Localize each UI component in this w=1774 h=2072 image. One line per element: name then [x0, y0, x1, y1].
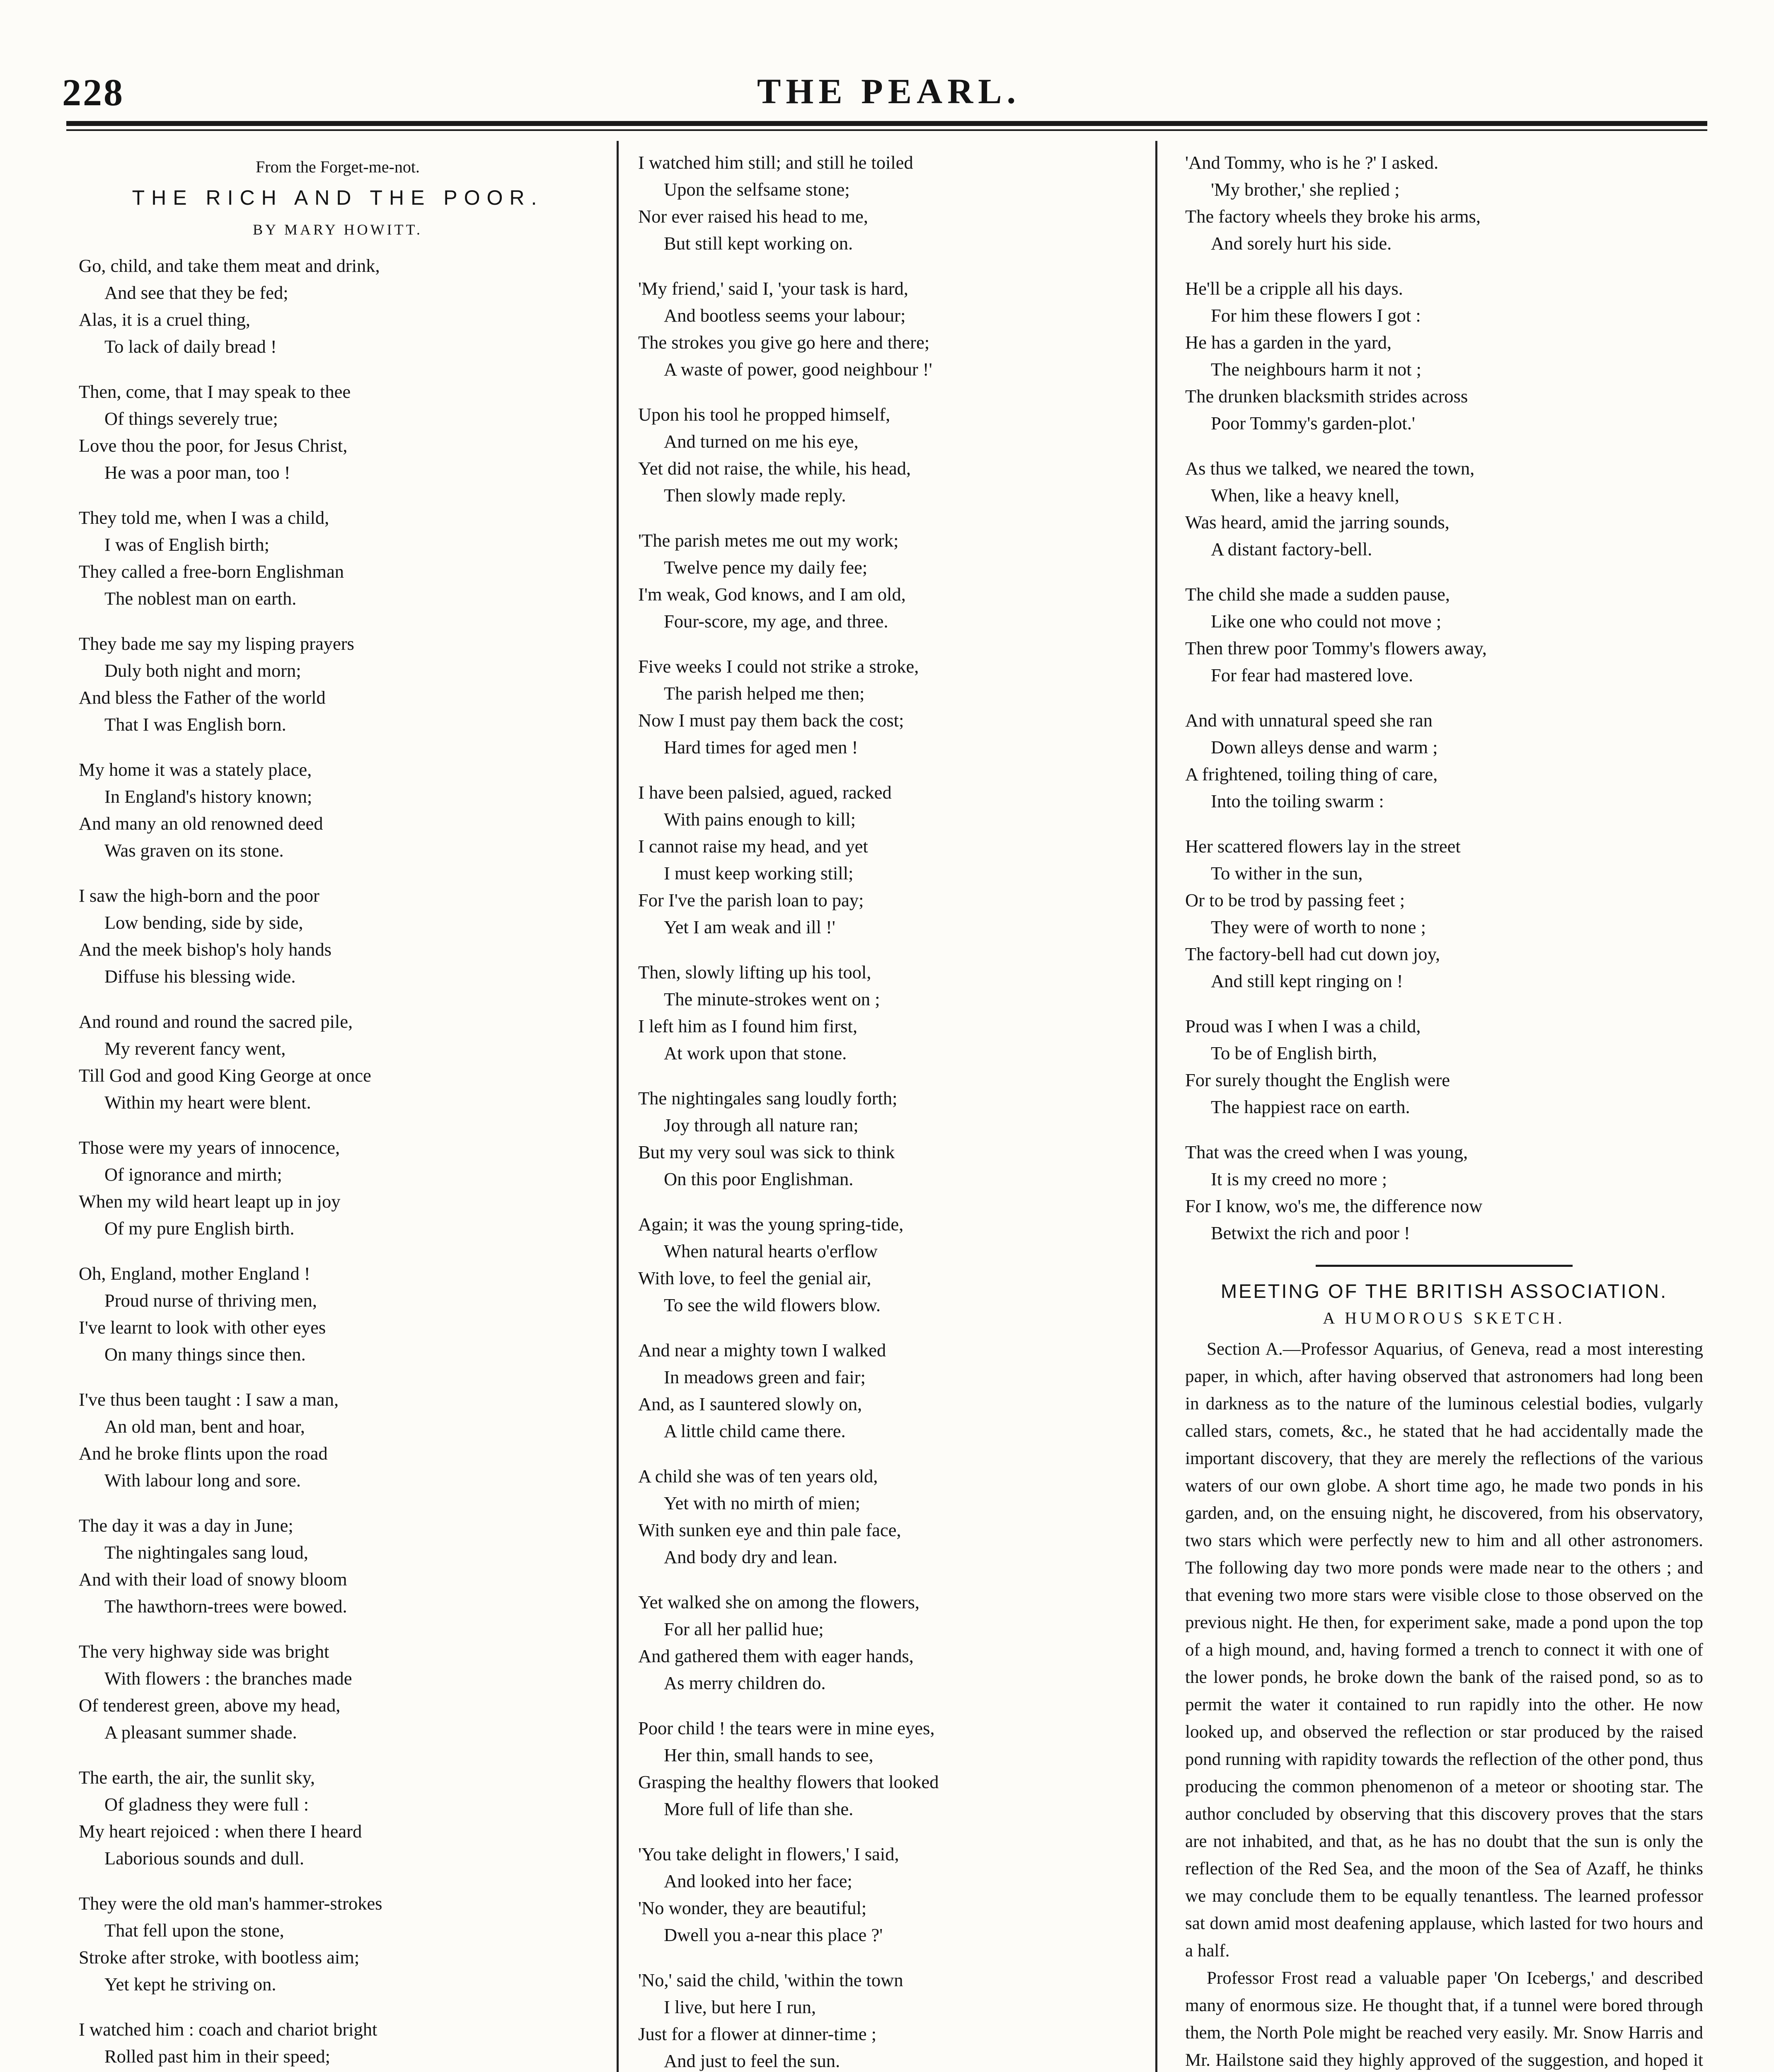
stanza: [638, 149, 1135, 257]
poem-line: The strokes you give go here and there;: [638, 332, 930, 353]
poem-line: Yet kept he striving on.: [104, 1974, 276, 1995]
poem-line: And sorely hurt his side.: [1211, 233, 1392, 254]
poem-line: And gathered them with eager hands,: [638, 1646, 914, 1666]
poem-line: That was the creed when I was young,: [1185, 1142, 1468, 1162]
poem-line: I left him as I found him first,: [638, 1016, 857, 1036]
stanza: [79, 756, 597, 864]
stanza: [79, 252, 597, 360]
poem-line: A frightened, toiling thing of care,: [1185, 764, 1438, 784]
stanza: [638, 1589, 1135, 1697]
poem-line: The happiest race on earth.: [1211, 1097, 1410, 1117]
poem-line: The noblest man on earth.: [104, 588, 297, 609]
poem-line: Duly both night and morn;: [104, 660, 301, 681]
poem-line: Stroke after stroke, with bootless aim;: [79, 1947, 360, 1968]
stanza: [1185, 1139, 1703, 1247]
poem-line: The drunken blacksmith strides across: [1185, 386, 1468, 407]
poem-line: With labour long and sore.: [104, 1470, 301, 1491]
poem-line: And with unnatural speed she ran: [1185, 710, 1433, 731]
stanza: [79, 378, 597, 486]
poem-line: I was of English birth;: [104, 534, 269, 555]
poem-line: Down alleys dense and warm ;: [1211, 737, 1438, 758]
poem-line: And near a mighty town I walked: [638, 1340, 886, 1360]
poem-line: And still kept ringing on !: [1211, 971, 1403, 991]
poem-line: Again; it was the young spring-tide,: [638, 1214, 904, 1234]
stanza: [1185, 833, 1703, 995]
poem-line: I cannot raise my head, and yet: [638, 836, 868, 857]
poem-line: To wither in the sun,: [1211, 863, 1363, 884]
poem-line: Alas, it is a cruel thing,: [79, 309, 251, 330]
poem-line: Of tenderest green, above my head,: [79, 1695, 341, 1716]
poem-line: Poor child ! the tears were in mine eyes,: [638, 1718, 935, 1738]
poem-line: The day it was a day in June;: [79, 1515, 293, 1536]
header-rule-thin: [66, 129, 1707, 131]
poem-line: On this poor Englishman.: [664, 1169, 854, 1189]
poem-line: In meadows green and fair;: [664, 1367, 866, 1387]
poem-line: Of gladness they were full :: [104, 1794, 309, 1815]
poem-line: My home it was a stately place,: [79, 759, 312, 780]
stanza: [79, 1890, 597, 1998]
poem-line: Low bending, side by side,: [104, 912, 303, 933]
poem-line: Oh, England, mother England !: [79, 1263, 310, 1284]
stanza: [1185, 275, 1703, 437]
stanza: [79, 1638, 597, 1746]
stanza: [638, 275, 1135, 383]
poem-line: Of ignorance and mirth;: [104, 1164, 282, 1185]
poem-line: Like one who could not move ;: [1211, 611, 1442, 632]
poem-line: And the meek bishop's holy hands: [79, 939, 332, 960]
column-1: [79, 149, 597, 2072]
poem-line: The minute-strokes went on ;: [664, 989, 880, 1009]
poem-line: As merry children do.: [664, 1673, 826, 1693]
poem-line: Betwixt the rich and poor !: [1211, 1222, 1410, 1243]
stanza: [638, 1463, 1135, 1571]
page-number: 228: [62, 71, 124, 114]
poem-line: Just for a flower at dinner-time ;: [638, 2024, 876, 2044]
stanza: [1185, 1013, 1703, 1121]
column-divider: [1155, 141, 1157, 2072]
poem-line: And with their load of snowy bloom: [79, 1569, 347, 1590]
poem-line: [79, 2070, 597, 2072]
poem-line: That fell upon the stone,: [104, 1920, 284, 1941]
poem-line: Into the toiling swarm :: [1211, 791, 1384, 811]
poem-line: Five weeks I could not strike a stroke,: [638, 656, 919, 677]
poem-line: I have been palsied, agued, racked: [638, 782, 892, 803]
poem-line: Yet with no mirth of mien;: [664, 1493, 860, 1513]
poem-line: The nightingales sang loud,: [104, 1542, 308, 1563]
poem-line: The earth, the air, the sunlit sky,: [79, 1767, 315, 1788]
poem-line: Till God and good King George at once: [79, 1065, 371, 1086]
poem-line: My reverent fancy went,: [104, 1038, 286, 1059]
poem-line: And bootless seems your labour;: [664, 305, 906, 326]
article-rule: [1316, 1265, 1573, 1267]
poem-line: Then slowly made reply.: [664, 485, 846, 506]
poem-line: Then, slowly lifting up his tool,: [638, 962, 871, 983]
poem-line: Dwell you a-near this place ?': [664, 1924, 883, 1945]
poem-line: To be of English birth,: [1211, 1043, 1377, 1063]
poem-line: Love thou the poor, for Jesus Christ,: [79, 435, 348, 456]
poem-line: It is my creed no more ;: [1211, 1169, 1387, 1189]
poem-line: Yet walked she on among the flowers,: [638, 1592, 920, 1612]
poem-line: He has a garden in the yard,: [1185, 332, 1392, 353]
poem-line: Twelve pence my daily fee;: [664, 557, 868, 578]
poem-line: Those were my years of innocence,: [79, 1137, 340, 1158]
poem-line: A child she was of ten years old,: [638, 1466, 878, 1486]
poem-line: With sunken eye and thin pale face,: [638, 1520, 901, 1540]
poem-line: Of things severely true;: [104, 408, 278, 429]
poem-line: And just to feel the sun.: [664, 2050, 840, 2071]
poem-line: 'The parish metes me out my work;: [638, 530, 899, 551]
article-title: MEETING OF THE BRITISH ASSOCIATION.: [1220, 1280, 1668, 1302]
stanza: [638, 959, 1135, 1067]
poem-line: For all her pallid hue;: [664, 1619, 824, 1639]
poem-line: Poor Tommy's garden-plot.': [1211, 413, 1415, 433]
poem-line: For I've the parish loan to pay;: [638, 890, 864, 910]
poem-line: For him these flowers I got :: [1211, 305, 1421, 326]
stanza: [638, 401, 1135, 509]
poem-line: They told me, when I was a child,: [79, 507, 329, 528]
poem-line: Laborious sounds and dull.: [104, 1848, 305, 1869]
poem-line: At work upon that stone.: [664, 1043, 847, 1063]
poem-line: Rolled past him in their speed;: [104, 2046, 331, 2067]
article-body: [1185, 1336, 1703, 2072]
stanza: [1185, 707, 1703, 815]
poem-line: The hawthorn-trees were bowed.: [104, 1596, 347, 1617]
poem-line: When my wild heart leapt up in joy: [79, 1191, 341, 1212]
poem-line: Upon the selfsame stone;: [664, 179, 850, 200]
poem-line: The very highway side was bright: [79, 1641, 329, 1662]
article-paragraph: Professor Frost read a valuable paper 'On Icebergs,' and described many of enormous size. He thought that, if a tunnel were bored through them, the North Pole might be reached very easily. Mr. Snow Harris and Mr. Hailstone said they highly approved of the suggestion, and hoped it: [1185, 1968, 1703, 2070]
poem-body: [1185, 149, 1703, 1247]
poem-line: I live, but here I run,: [664, 1997, 816, 2017]
stanza: [638, 1085, 1135, 1193]
poem-line: I've thus been taught : I saw a man,: [79, 1389, 339, 1410]
poem-line: The factory wheels they broke his arms,: [1185, 206, 1481, 227]
poem-line: In England's history known;: [104, 786, 312, 807]
poem-line: 'You take delight in flowers,' I said,: [638, 1844, 899, 1864]
poem-line: But still kept working on.: [664, 233, 853, 254]
stanza: [79, 1512, 597, 1620]
poem-line: 'My brother,' she replied ;: [1211, 179, 1400, 200]
stanza: [79, 2016, 597, 2072]
poem-line: 'No wonder, they are beautiful;: [638, 1898, 867, 1918]
article-subtitle: A HUMOROUS SKETCH.: [1323, 1309, 1566, 1327]
poem-line: Hard times for aged men !: [664, 737, 858, 758]
poem-line: Of my pure English birth.: [104, 1218, 295, 1239]
poem-line: Yet I am weak and ill !': [664, 917, 835, 937]
poem-line: And body dry and lean.: [664, 1547, 837, 1567]
poem-line: Her scattered flowers lay in the street: [1185, 836, 1461, 857]
stanza: [1185, 581, 1703, 689]
poem-line: Her thin, small hands to see,: [664, 1745, 874, 1765]
poem-line: 'No,' said the child, 'within the town: [638, 1970, 903, 1990]
poem-line: To lack of daily bread !: [104, 336, 277, 357]
stanza: [638, 1211, 1135, 1319]
poem-body: [638, 149, 1135, 2072]
poem-line: Diffuse his blessing wide.: [104, 966, 296, 987]
article-paragraph: Section A.—Professor Aquarius, of Geneva, read a most interesting paper, in which, after having observed that astronomers had long been in darkness as to the nature of the luminous celestial bodies, vulgarly called stars, comets, &c., he stated that he had accidentally made the important discovery, that they are merely the reflections of the various waters of our own globe. A short time ago, he made two ponds in his garden, and, on the ensuing night, he discovered, from his observatory, two stars which were perfectly new to him and all other astronomers. The following day two more ponds were made near to the others ; and that evening two more stars were visible close to those observed on the previous night. He then, for experiment sake, made a pond upon the top of a high mound, and, having formed a trench to connect it with one of the lower ponds, he broke down the bank of the raised pond, so as to permit the water it contained to run rapidly into the other. He now looked up, and observed the reflection or star produced by the raised pond running with rapidity towards the reflection of the other pond, thus producing the common phenomenon of a meteor or shooting star. The author concluded by observing that this discovery proves that the stars are not inhabited, and that, as he has no doubt that the sun is only the reflection of the Red Sea, and the moon of the Sea of Azaff, he thinks we may conclude them to be equally tenantless. The learned professor sat down amid most deafening applause, which lasted for two hours and a half.: [1185, 1339, 1703, 1961]
poem-line: A pleasant summer shade.: [104, 1722, 297, 1743]
stanza: [79, 1386, 597, 1494]
poem-line: With love, to feel the genial air,: [638, 1268, 871, 1288]
poem-line: They were the old man's hammer-strokes: [79, 1893, 382, 1914]
poem-line: He was a poor man, too !: [104, 462, 290, 483]
masthead: [62, 70, 1716, 116]
poem-line: When, like a heavy knell,: [1211, 485, 1399, 506]
poem-byline: BY MARY HOWITT.: [253, 221, 423, 238]
poem-source: From the Forget-me-not.: [256, 157, 420, 176]
poem-line: Four-score, my age, and three.: [664, 611, 888, 632]
poem-line: Or to be trod by passing feet ;: [1185, 890, 1405, 910]
poem-line: And many an old renowned deed: [79, 813, 323, 834]
poem-line: They called a free-born Englishman: [79, 561, 344, 582]
poem-line: Was heard, amid the jarring sounds,: [1185, 512, 1450, 533]
stanza: [1185, 455, 1703, 563]
poem-line: Proud nurse of thriving men,: [104, 1290, 317, 1311]
poem-line: The factory-bell had cut down joy,: [1185, 944, 1440, 964]
poem-line: My heart rejoiced : when there I heard: [79, 1821, 362, 1842]
stanza: [79, 1134, 597, 1242]
poem-line: And looked into her face;: [664, 1871, 852, 1891]
poem-line: But my very soul was sick to think: [638, 1142, 895, 1162]
stanza: [79, 1260, 597, 1368]
poem-line: 'My friend,' said I, 'your task is hard,: [638, 278, 908, 299]
poem-line: I've learnt to look with other eyes: [79, 1317, 326, 1338]
header-rule-thick: [66, 121, 1707, 126]
poem-line: An old man, bent and hoar,: [104, 1416, 305, 1437]
poem-line: Then, come, that I may speak to thee: [79, 381, 351, 402]
poem-line: Grasping the healthy flowers that looked: [638, 1772, 939, 1792]
stanza: [79, 1008, 597, 1116]
poem-line: The neighbours harm it not ;: [1211, 359, 1421, 380]
poem-line: And round and round the sacred pile,: [79, 1011, 353, 1032]
poem-line: Within my heart were blent.: [104, 1092, 311, 1113]
poem-line: The parish helped me then;: [664, 683, 865, 704]
poem-line: They were of worth to none ;: [1211, 917, 1426, 937]
poem-line: He'll be a cripple all his days.: [1185, 278, 1403, 299]
poem-line: I'm weak, God knows, and I am old,: [638, 584, 906, 605]
stanza: [638, 653, 1135, 761]
poem-line: On many things since then.: [104, 1344, 306, 1365]
poem-line: I watched him still; and still he toiled: [638, 152, 913, 173]
poem-line: And, as I sauntered slowly on,: [638, 1394, 862, 1414]
stanza: [1185, 149, 1703, 257]
poem-line: A waste of power, good neighbour !': [664, 359, 932, 380]
poem-line: For I know, wo's me, the difference now: [1185, 1196, 1483, 1216]
poem-line: As thus we talked, we neared the town,: [1185, 458, 1475, 479]
poem-line: I watched him : coach and chariot bright: [79, 2019, 378, 2040]
running-title: THE PEARL.: [757, 71, 1021, 111]
column-2: [638, 149, 1135, 2072]
poem-line: When natural hearts o'erflow: [664, 1241, 878, 1261]
stanza: [638, 1715, 1135, 1823]
poem-line: For surely thought the English were: [1185, 1070, 1450, 1090]
stanza: [638, 1841, 1135, 1949]
poem-line: Then threw poor Tommy's flowers away,: [1185, 638, 1487, 658]
poem-line: Nor ever raised his head to me,: [638, 206, 868, 227]
column-3: [1185, 149, 1703, 2072]
poem-line: Yet did not raise, the while, his head,: [638, 458, 911, 479]
poem-line: For fear had mastered love.: [1211, 665, 1413, 685]
poem-line: Joy through all nature ran;: [664, 1115, 859, 1135]
poem-line: Was graven on its stone.: [104, 840, 284, 861]
poem-line: The child she made a sudden pause,: [1185, 584, 1450, 605]
poem-line: More full of life than she.: [664, 1798, 854, 1819]
stanza: [79, 882, 597, 990]
poem-line: Now I must pay them back the cost;: [638, 710, 904, 731]
stanza: [79, 504, 597, 612]
poem-line: That I was English born.: [104, 714, 286, 735]
column-divider: [617, 141, 619, 2072]
stanza: [638, 1337, 1135, 1445]
stanza: [638, 779, 1135, 941]
poem-line: And turned on me his eye,: [664, 431, 859, 452]
poem-title: THE RICH AND THE POOR.: [132, 186, 544, 209]
poem-line: And he broke flints upon the road: [79, 1443, 328, 1464]
poem-line: A distant factory-bell.: [1211, 539, 1372, 559]
poem-line: I saw the high-born and the poor: [79, 885, 319, 906]
poem-line: I must keep working still;: [664, 863, 854, 884]
poem-line: Go, child, and take them meat and drink,: [79, 255, 380, 276]
poem-line: With pains enough to kill;: [664, 809, 856, 830]
poem-line: Proud was I when I was a child,: [1185, 1016, 1421, 1036]
poem-line: With flowers : the branches made: [104, 1668, 352, 1689]
stanza: [79, 1764, 597, 1872]
poem-body: [79, 252, 597, 2072]
poem-line: 'And Tommy, who is he ?' I asked.: [1185, 152, 1439, 173]
stanza: [638, 1967, 1135, 2072]
poem-line: Upon his tool he propped himself,: [638, 404, 891, 425]
poem-line: The nightingales sang loudly forth;: [638, 1088, 898, 1109]
stanza: [79, 630, 597, 738]
poem-line: And bless the Father of the world: [79, 687, 326, 708]
poem-line: To see the wild flowers blow.: [664, 1295, 881, 1315]
stanza: [638, 527, 1135, 635]
poem-line: They bade me say my lisping prayers: [79, 633, 354, 654]
poem-line: A little child came there.: [664, 1421, 846, 1441]
poem-line: And see that they be fed;: [104, 282, 288, 303]
